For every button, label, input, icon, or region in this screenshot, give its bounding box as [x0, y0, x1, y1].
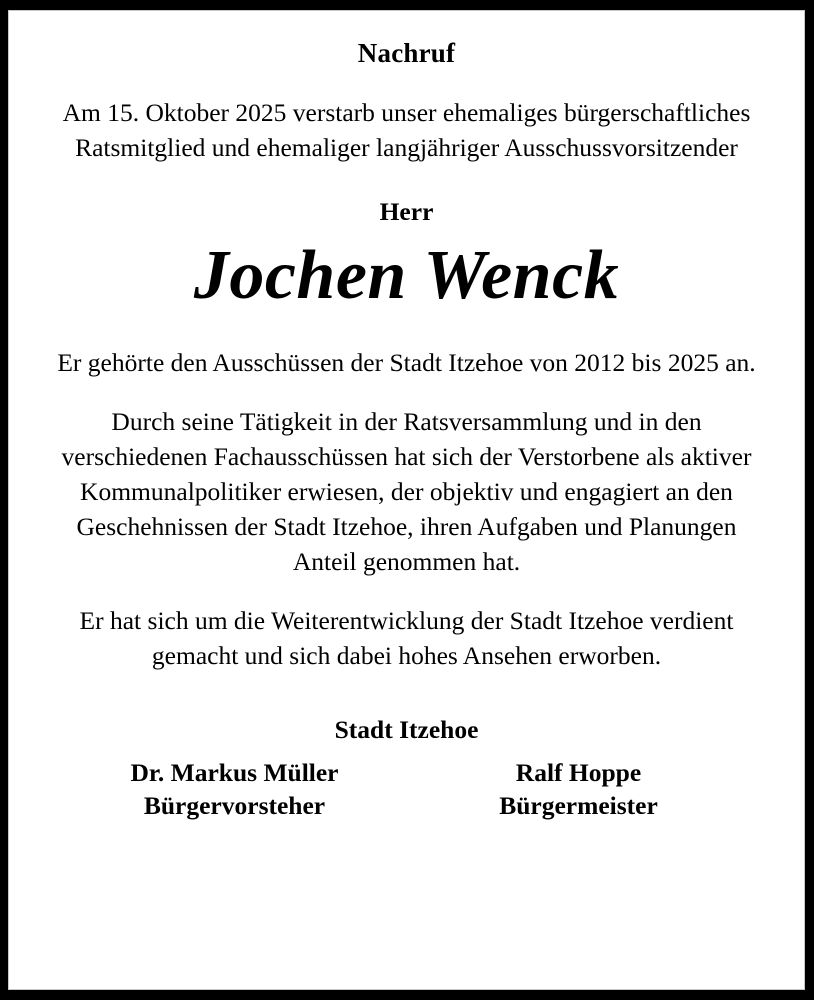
notice-heading: Nachruf — [357, 38, 456, 68]
salutation-label: Herr — [379, 196, 434, 226]
signatory-role: Bürgervorsteher — [143, 790, 326, 820]
signatory-name: Ralf Hoppe — [515, 757, 642, 787]
signatory-buergermeister — [429, 756, 729, 822]
signing-organization: Stadt Itzehoe — [334, 715, 479, 745]
intro-paragraph: Am 15. Oktober 2025 verstarb unser ehemaliges bürgerschaftliches Ratsmitglied und ehemaliger langjähriger Ausschussvorsitzender — [62, 97, 751, 162]
tribute-paragraph: Durch seine Tätigkeit in der Ratsversammlung und in den verschiedenen Fachausschüssen hat sich der Verstorbene als aktiver Kommunalpolitiker erwiesen, der objektiv und engagiert an den Geschehnissen der Stadt Itzehoe, ihren Aufgaben und Planungen Anteil genommen hat. — [61, 407, 752, 577]
signatory-buergervorsteher — [85, 756, 385, 822]
signatory-name: Dr. Markus Müller — [130, 757, 339, 787]
tenure-paragraph: Er gehörte den Ausschüssen der Stadt Itzehoe von 2012 bis 2025 an. — [57, 348, 756, 378]
signatory-role: Bürgermeister — [499, 790, 658, 820]
signatory-row — [47, 756, 766, 822]
deceased-name: Jochen Wenck — [193, 237, 620, 315]
closing-paragraph: Er hat sich um die Weiterentwicklung der Stadt Itzehoe verdient gemacht und sich dabei hohes Ansehen erworben. — [79, 606, 734, 671]
notice-content — [8, 10, 805, 990]
signature-block — [47, 715, 766, 822]
